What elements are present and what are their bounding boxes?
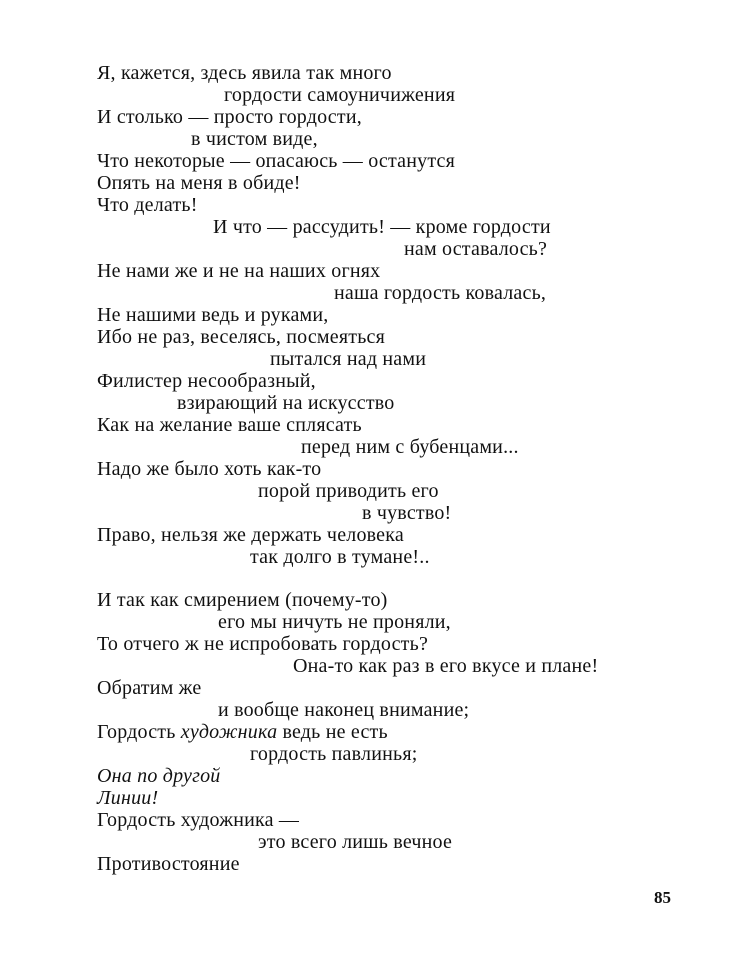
poem-line: И так как смирением (почему-то) bbox=[97, 589, 388, 611]
poem-line: Ибо не раз, веселясь, посмеяться bbox=[97, 326, 386, 348]
poem-line: Как на желание ваше сплясать bbox=[97, 414, 362, 436]
poem-line-mixed bbox=[97, 721, 388, 743]
poem-line: Обратим же bbox=[97, 677, 202, 699]
page-number: 85 bbox=[654, 888, 671, 907]
poem-line: Не нами же и не на наших огнях bbox=[97, 260, 381, 282]
poem-line: его мы ничуть не проняли, bbox=[218, 611, 451, 633]
poem-line: И столько — просто гордости, bbox=[97, 106, 362, 128]
poem-line: и вообще наконец внимание; bbox=[218, 699, 470, 721]
poem-line: Надо же было хоть как-то bbox=[97, 458, 322, 480]
poem-line: Что некоторые — опасаюсь — останутся bbox=[97, 150, 456, 172]
poem-line: Она-то как раз в его вкусе и плане! bbox=[293, 655, 599, 677]
poem-line: Не нашими ведь и руками, bbox=[97, 304, 329, 326]
poem-line: в чистом виде, bbox=[191, 128, 318, 150]
poem-line: порой приводить его bbox=[258, 480, 439, 502]
poem-line: это всего лишь вечное bbox=[258, 831, 453, 853]
gordost-word: Гордость bbox=[97, 721, 176, 743]
poem-line: в чувство! bbox=[362, 502, 452, 524]
poem-line: Филистер несообразный, bbox=[97, 370, 316, 392]
poem-line: гордость павлинья; bbox=[250, 743, 418, 765]
poem-line: То отчего ж не испробовать гордость? bbox=[97, 633, 429, 655]
poem-line: гордости самоуничижения bbox=[224, 84, 456, 106]
poem-line: Я, кажется, здесь явила так много bbox=[97, 62, 392, 84]
poem-line: Противостояние bbox=[97, 853, 240, 875]
poem-line: Право, нельзя же держать человека bbox=[97, 524, 404, 546]
poem-line: Опять на меня в обиде! bbox=[97, 172, 301, 194]
poem-line: так долго в тумане!.. bbox=[250, 546, 430, 568]
poem-line: наша гордость ковалась, bbox=[334, 282, 547, 304]
italic-word: художника bbox=[180, 721, 278, 743]
poem-line-italic: Линии! bbox=[97, 787, 159, 809]
poem-line: пытался над нами bbox=[270, 348, 427, 370]
line-rest: ведь не есть bbox=[282, 721, 388, 743]
poem-line: Что делать! bbox=[97, 194, 198, 216]
poem-line: перед ним с бубенцами... bbox=[301, 436, 519, 458]
poem-line-italic: Она по другой bbox=[97, 765, 221, 787]
poem-line: нам оставалось? bbox=[404, 238, 548, 260]
poem-line: взирающий на искусство bbox=[177, 392, 395, 414]
poem-line: Гордость художника — bbox=[97, 809, 300, 831]
poem-line: И что — рассудить! — кроме гордости bbox=[213, 216, 551, 238]
